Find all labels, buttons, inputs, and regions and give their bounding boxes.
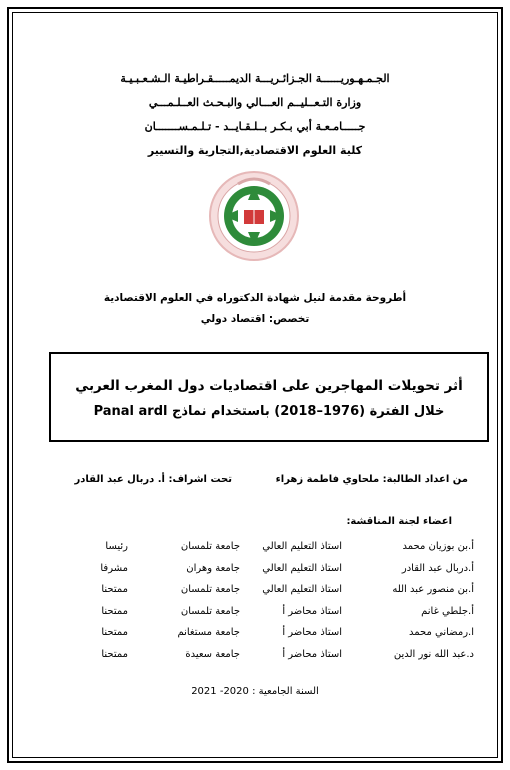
academic-year: السنة الجامعية : 2020- 2021	[191, 686, 319, 697]
thesis-specialty: تخصص: اقتصاد دولي	[200, 313, 310, 325]
committee-role: ممتحنا	[101, 584, 128, 595]
supervisor-name: تحت اشراف: أ. دربال عبد القادر	[74, 474, 232, 485]
student-name: من اعداد الطالبة: ملحاوي فاطمة زهراء	[275, 474, 468, 485]
logo-text: TLEMCEN	[238, 237, 270, 244]
committee-role: ممتحنا	[101, 648, 128, 660]
faculty-line: كلية العلوم الاقتصادية,التجارية والتسيير	[147, 144, 363, 157]
committee-name: د.عبد الله نور الدين	[393, 648, 474, 660]
committee-heading: اعضاء لجنة المناقشة:	[346, 516, 452, 527]
committee-rank: استاذ محاضر أ	[282, 627, 342, 638]
committee-rank: استاذ التعليم العالي	[262, 562, 342, 574]
republic-line: الجـمـهـوريــــــة الجـزائـريـــة الديمـــــقـراطيـة الـشـعـبـيـة	[120, 72, 390, 85]
committee-name: أ.دربال عبد القادر	[401, 562, 474, 574]
thesis-title-box	[49, 352, 489, 442]
thesis-purpose: أطروحة مقدمة لنيل شهادة الدكتوراه في العلوم الاقتصادية	[103, 292, 407, 304]
committee-role: ممتحنا	[101, 627, 128, 638]
committee-role: رئيسا	[105, 541, 128, 552]
committee-role: مشرفا	[100, 562, 128, 574]
committee-name: أ.بن بوزيان محمد	[402, 541, 474, 552]
committee-institution: جامعة وهران	[186, 562, 240, 574]
university-logo	[208, 170, 300, 262]
committee-rank: استاذ محاضر أ	[282, 648, 342, 660]
ministry-line: وزارة التـعــليــم العـــالي والبـحـث العــلـمـــي	[148, 96, 362, 109]
committee-rank: استاذ التعليم العالي	[262, 541, 342, 552]
committee-institution: جامعة مستغانم	[177, 627, 240, 638]
thesis-title-line1: أثر تحويلات المهاجرين على اقتصاديات دول المغرب العربي	[75, 378, 463, 394]
committee-rank: استاذ التعليم العالي	[262, 584, 342, 595]
committee-institution: جامعة تلمسان	[180, 605, 240, 617]
committee-institution: جامعة تلمسان	[180, 541, 240, 552]
committee-name: أ.بن منصور عبد الله	[392, 584, 474, 595]
committee-name: ا.رمضاني محمد	[409, 627, 474, 638]
committee-institution: جامعة تلمسان	[180, 584, 240, 595]
committee-name: أ.جلطي غانم	[421, 605, 474, 617]
university-line: جـــــامـعـة أبي بـكـر بــلـقـايــد - تـلـمـســـــــان	[144, 120, 366, 133]
thesis-title-line2: خلال الفترة (1976–2018) باستخدام نماذج Panal ardl	[93, 404, 445, 419]
committee-institution: جامعة سعيدة	[185, 648, 240, 660]
committee-role: ممتحنا	[101, 605, 128, 617]
committee-rank: استاذ محاضر أ	[282, 605, 342, 617]
